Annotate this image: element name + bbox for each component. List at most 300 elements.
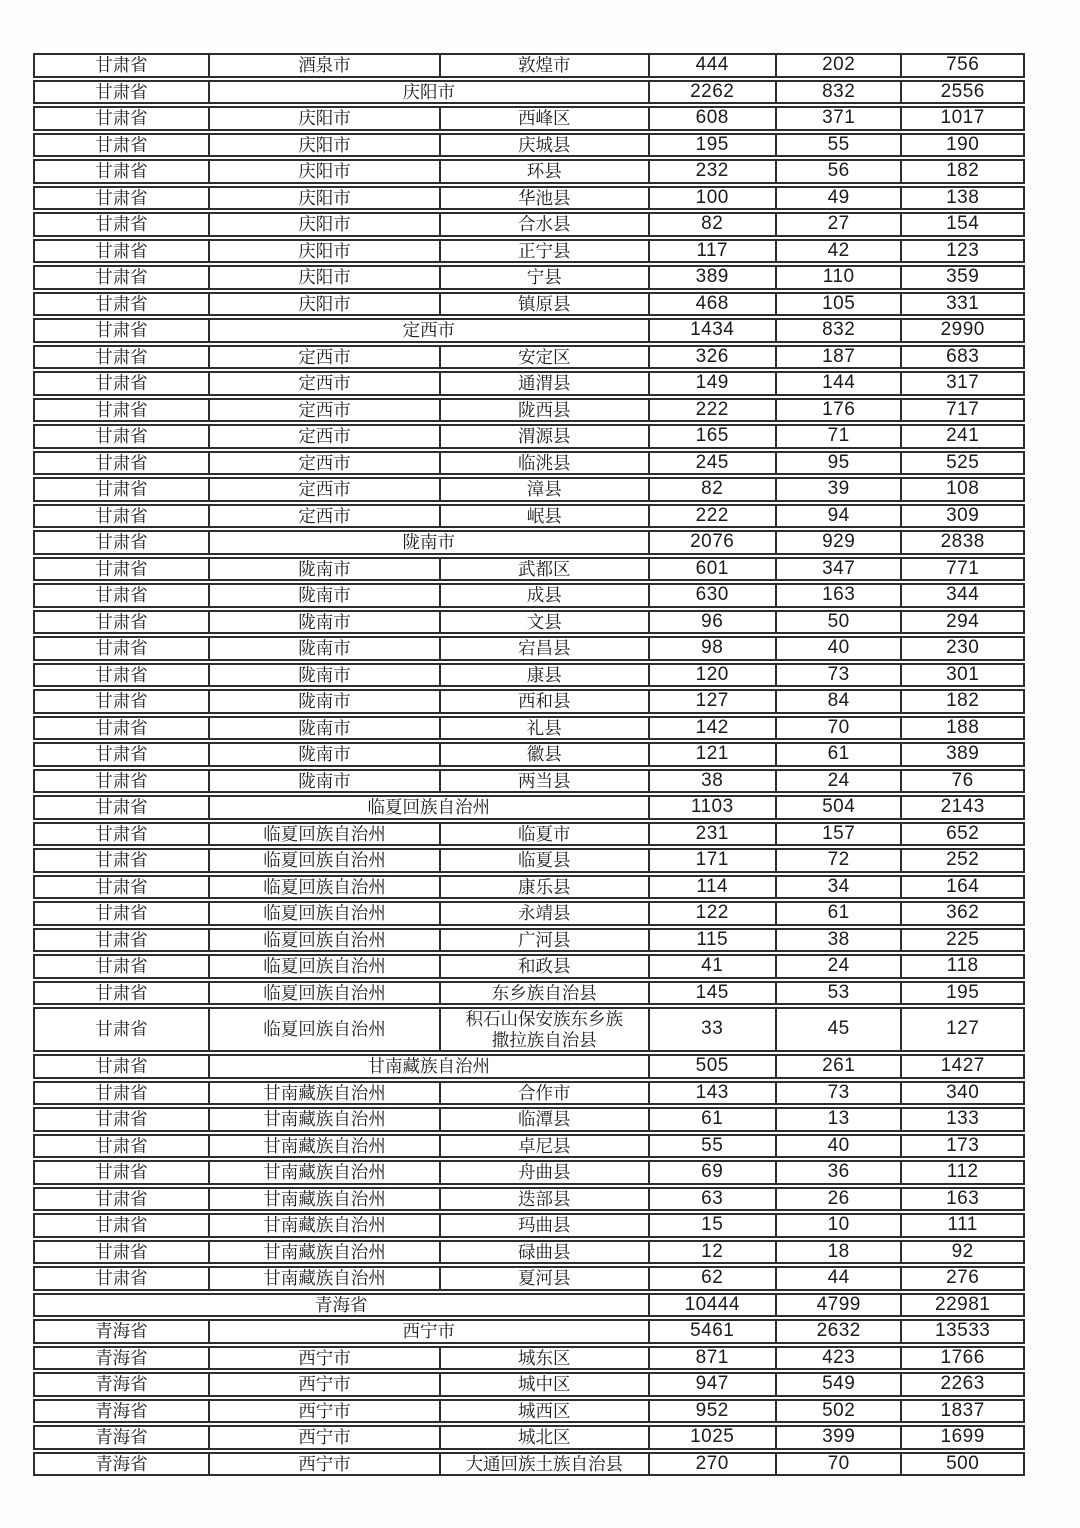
table-row bbox=[33, 424, 1025, 449]
cell-province: 甘肃省 bbox=[35, 347, 210, 368]
cell-county: 临夏县 bbox=[441, 850, 649, 871]
cell-value-3: 2143 bbox=[940, 796, 985, 817]
table-row bbox=[33, 451, 1025, 476]
cell-city: 甘南藏族自治州 bbox=[210, 1189, 441, 1210]
cell-county: 正宁县 bbox=[441, 241, 649, 262]
cell-value-1: 1025 bbox=[650, 1427, 777, 1448]
cell-city: 庆阳市 bbox=[210, 161, 441, 182]
cell-value-1: 63 bbox=[650, 1189, 777, 1210]
cell-value-1: 195 bbox=[650, 135, 777, 156]
cell-value-1: 389 bbox=[650, 267, 777, 288]
cell-province: 甘肃省 bbox=[35, 956, 210, 977]
cell-value-2: 70 bbox=[777, 1454, 902, 1475]
table-row bbox=[33, 1160, 1025, 1185]
table-row bbox=[33, 689, 1025, 714]
cell-province: 青海省 bbox=[35, 1427, 210, 1448]
cell-value-2: 71 bbox=[777, 426, 902, 447]
cell-county: 卓尼县 bbox=[441, 1136, 649, 1157]
cell-value-1: 444 bbox=[650, 55, 777, 76]
cell-city: 定西市 bbox=[210, 479, 441, 500]
cell-value-1: 601 bbox=[650, 559, 777, 580]
cell-city: 西宁市 bbox=[210, 1374, 441, 1395]
table-row bbox=[33, 848, 1025, 873]
cell-city: 庆阳市 bbox=[210, 267, 441, 288]
cell-value-3: 756 bbox=[946, 54, 980, 75]
cell-county: 徽县 bbox=[441, 744, 649, 765]
cell-city: 定西市 bbox=[210, 347, 441, 368]
cell-value-2: 40 bbox=[777, 1136, 902, 1157]
cell-county: 迭部县 bbox=[441, 1189, 649, 1210]
cell-value-2: 72 bbox=[777, 850, 902, 871]
cell-province: 甘肃省 bbox=[35, 82, 210, 103]
table-row bbox=[33, 1213, 1025, 1238]
cell-value-1: 149 bbox=[650, 373, 777, 394]
cell-value-2: 157 bbox=[777, 824, 902, 845]
cell-city: 陇南市 bbox=[210, 585, 441, 606]
cell-value-3: 362 bbox=[946, 902, 980, 923]
cell-value-1: 270 bbox=[650, 1454, 777, 1475]
cell-value-2: 42 bbox=[777, 241, 902, 262]
table-row bbox=[33, 504, 1025, 529]
cell-value-2: 423 bbox=[777, 1348, 902, 1369]
cell-city: 临夏回族自治州 bbox=[210, 1009, 441, 1050]
cell-value-3: 230 bbox=[946, 637, 980, 658]
table-row bbox=[33, 292, 1025, 317]
cell-value-2: 347 bbox=[777, 559, 902, 580]
table-row bbox=[33, 1266, 1025, 1291]
cell-value-3: 22981 bbox=[935, 1293, 991, 1315]
cell-value-3: 344 bbox=[946, 584, 980, 605]
table-row bbox=[33, 159, 1025, 184]
cell-county: 积石山保安族东乡族撒拉族自治县 bbox=[441, 1009, 649, 1050]
cell-county: 文县 bbox=[441, 612, 649, 633]
cell-province: 甘肃省 bbox=[35, 638, 210, 659]
table-row bbox=[33, 742, 1025, 767]
cell-county: 宁县 bbox=[441, 267, 649, 288]
cell-province: 甘肃省 bbox=[35, 108, 210, 129]
cell-city: 甘南藏族自治州 bbox=[210, 1083, 441, 1104]
cell-value-3: 301 bbox=[946, 663, 980, 685]
table-row bbox=[33, 954, 1025, 979]
cell-value-1: 952 bbox=[650, 1401, 777, 1422]
cell-value-3: 13533 bbox=[935, 1320, 991, 1341]
cell-city: 甘南藏族自治州 bbox=[210, 1268, 441, 1289]
cell-value-3: 2990 bbox=[940, 319, 985, 340]
cell-value-2: 176 bbox=[777, 400, 902, 421]
cell-value-1: 61 bbox=[650, 1109, 777, 1130]
cell-county: 城北区 bbox=[441, 1427, 649, 1448]
cell-province: 甘肃省 bbox=[35, 1009, 210, 1050]
cell-city: 陇南市 bbox=[210, 744, 441, 765]
cell-value-3: 717 bbox=[946, 398, 980, 420]
cell-value-1: 96 bbox=[650, 612, 777, 633]
cell-value-2: 105 bbox=[777, 294, 902, 315]
cell-city: 陇南市 bbox=[210, 771, 441, 792]
cell-county: 安定区 bbox=[441, 347, 649, 368]
cell-value-1: 142 bbox=[650, 718, 777, 739]
cell-province: 甘肃省 bbox=[35, 1109, 210, 1130]
table-row bbox=[33, 80, 1025, 105]
cell-value-3: 359 bbox=[946, 266, 980, 287]
cell-county: 武都区 bbox=[441, 559, 649, 580]
cell-province: 甘肃省 bbox=[35, 373, 210, 394]
table-row bbox=[33, 1007, 1025, 1052]
cell-value-1: 33 bbox=[650, 1009, 777, 1050]
cell-value-3: 163 bbox=[946, 1187, 980, 1209]
cell-province: 甘肃省 bbox=[35, 744, 210, 765]
cell-city: 庆阳市 bbox=[210, 294, 441, 315]
cell-value-3: 252 bbox=[946, 849, 980, 870]
table-row bbox=[33, 1452, 1025, 1477]
cell-city: 甘南藏族自治州 bbox=[210, 1242, 441, 1263]
cell-province: 甘肃省 bbox=[35, 1136, 210, 1157]
cell-county: 岷县 bbox=[441, 506, 649, 527]
cell-county: 庆城县 bbox=[441, 135, 649, 156]
table-row bbox=[33, 1346, 1025, 1371]
table-row bbox=[33, 795, 1025, 820]
table-row bbox=[33, 345, 1025, 370]
cell-value-3: 652 bbox=[946, 822, 980, 844]
cell-value-3: 294 bbox=[946, 610, 980, 632]
table-row bbox=[33, 636, 1025, 661]
cell-city: 定西市 bbox=[210, 506, 441, 527]
cell-county: 礼县 bbox=[441, 718, 649, 739]
cell-value-1: 505 bbox=[650, 1056, 777, 1077]
cell-value-3: 1766 bbox=[940, 1346, 985, 1368]
cell-value-3: 340 bbox=[946, 1081, 980, 1103]
table-row bbox=[33, 186, 1025, 211]
table-row bbox=[33, 1134, 1025, 1159]
cell-value-2: 36 bbox=[777, 1162, 902, 1183]
cell-value-2: 502 bbox=[777, 1401, 902, 1422]
province-city-county-statistics-table bbox=[33, 53, 1025, 1478]
cell-city: 庆阳市 bbox=[210, 241, 441, 262]
table-row bbox=[33, 583, 1025, 608]
cell-county: 城西区 bbox=[441, 1401, 649, 1422]
table-row bbox=[33, 1399, 1025, 1424]
cell-city: 定西市 bbox=[210, 426, 441, 447]
cell-province: 甘肃省 bbox=[35, 718, 210, 739]
cell-province: 甘肃省 bbox=[35, 903, 210, 924]
cell-value-2: 24 bbox=[777, 771, 902, 792]
cell-value-2: 110 bbox=[777, 267, 902, 288]
cell-value-1: 122 bbox=[650, 903, 777, 924]
cell-value-2: 504 bbox=[777, 797, 902, 818]
cell-value-2: 53 bbox=[777, 983, 902, 1004]
cell-county: 夏河县 bbox=[441, 1268, 649, 1289]
cell-value-3: 276 bbox=[946, 1267, 980, 1288]
cell-county: 和政县 bbox=[441, 956, 649, 977]
cell-province: 青海省 bbox=[35, 1401, 210, 1422]
cell-value-3: 500 bbox=[946, 1452, 980, 1474]
cell-county: 临潭县 bbox=[441, 1109, 649, 1130]
cell-value-1: 947 bbox=[650, 1374, 777, 1395]
cell-province: 甘肃省 bbox=[35, 824, 210, 845]
cell-value-3: 2838 bbox=[940, 531, 985, 552]
cell-province: 甘肃省 bbox=[35, 426, 210, 447]
cell-province: 甘肃省 bbox=[35, 400, 210, 421]
cell-value-3: 188 bbox=[946, 716, 980, 738]
cell-city: 甘南藏族自治州 bbox=[210, 1162, 441, 1183]
cell-value-1: 38 bbox=[650, 771, 777, 792]
cell-county: 康乐县 bbox=[441, 877, 649, 898]
cell-value-2: 94 bbox=[777, 506, 902, 527]
cell-province: 甘肃省 bbox=[35, 214, 210, 235]
cell-county: 城东区 bbox=[441, 1348, 649, 1369]
cell-value-3: 92 bbox=[951, 1240, 974, 1262]
cell-city: 甘南藏族自治州 bbox=[210, 1109, 441, 1130]
cell-county: 两当县 bbox=[441, 771, 649, 792]
cell-value-3: 138 bbox=[946, 186, 980, 208]
cell-value-1: 1103 bbox=[650, 797, 777, 818]
cell-county: 通渭县 bbox=[441, 373, 649, 394]
cell-county: 镇原县 bbox=[441, 294, 649, 315]
table-row bbox=[33, 239, 1025, 264]
cell-county: 康县 bbox=[441, 665, 649, 686]
cell-province: 甘肃省 bbox=[35, 771, 210, 792]
cell-value-1: 871 bbox=[650, 1348, 777, 1369]
cell-value-3: 771 bbox=[946, 557, 980, 579]
cell-province: 甘肃省 bbox=[35, 612, 210, 633]
cell-city: 酒泉市 bbox=[210, 55, 441, 76]
cell-city: 庆阳市 bbox=[210, 214, 441, 235]
cell-value-2: 24 bbox=[777, 956, 902, 977]
table-row bbox=[33, 875, 1025, 900]
cell-county: 城中区 bbox=[441, 1374, 649, 1395]
cell-county: 大通回族土族自治县 bbox=[441, 1454, 649, 1475]
cell-city: 陇南市 bbox=[210, 718, 441, 739]
cell-city: 定西市 bbox=[210, 400, 441, 421]
cell-value-3: 164 bbox=[946, 875, 980, 897]
cell-city-total: 定西市 bbox=[210, 320, 650, 341]
cell-value-3: 525 bbox=[946, 451, 980, 473]
cell-value-2: 95 bbox=[777, 453, 902, 474]
cell-value-1: 69 bbox=[650, 1162, 777, 1183]
cell-value-1: 117 bbox=[650, 241, 777, 262]
cell-city: 陇南市 bbox=[210, 559, 441, 580]
cell-value-3: 111 bbox=[947, 1214, 978, 1235]
cell-province: 甘肃省 bbox=[35, 161, 210, 182]
cell-city-total: 陇南市 bbox=[210, 532, 650, 553]
cell-value-3: 133 bbox=[946, 1108, 980, 1129]
cell-value-1: 2262 bbox=[650, 82, 777, 103]
cell-value-2: 34 bbox=[777, 877, 902, 898]
cell-value-2: 40 bbox=[777, 638, 902, 659]
table-row bbox=[33, 318, 1025, 343]
cell-value-1: 608 bbox=[650, 108, 777, 129]
cell-value-3: 331 bbox=[946, 292, 980, 314]
cell-city: 庆阳市 bbox=[210, 135, 441, 156]
table-row bbox=[33, 1187, 1025, 1212]
table-row bbox=[33, 610, 1025, 635]
cell-value-2: 10 bbox=[777, 1215, 902, 1236]
cell-value-2: 13 bbox=[777, 1109, 902, 1130]
cell-value-1: 231 bbox=[650, 824, 777, 845]
cell-city: 西宁市 bbox=[210, 1427, 441, 1448]
cell-value-1: 143 bbox=[650, 1083, 777, 1104]
cell-value-3: 76 bbox=[951, 769, 974, 791]
cell-city: 临夏回族自治州 bbox=[210, 983, 441, 1004]
cell-province: 甘肃省 bbox=[35, 585, 210, 606]
cell-value-1: 55 bbox=[650, 1136, 777, 1157]
cell-value-1: 5461 bbox=[650, 1321, 777, 1342]
cell-value-3: 2556 bbox=[940, 80, 985, 102]
cell-value-3: 1017 bbox=[940, 107, 985, 128]
cell-value-2: 70 bbox=[777, 718, 902, 739]
table-row bbox=[33, 106, 1025, 131]
cell-value-1: 2076 bbox=[650, 532, 777, 553]
cell-value-3: 195 bbox=[946, 981, 980, 1003]
table-row bbox=[33, 1240, 1025, 1265]
cell-value-2: 27 bbox=[777, 214, 902, 235]
cell-value-1: 145 bbox=[650, 983, 777, 1004]
cell-county: 舟曲县 bbox=[441, 1162, 649, 1183]
cell-value-1: 165 bbox=[650, 426, 777, 447]
cell-county: 陇西县 bbox=[441, 400, 649, 421]
cell-value-2: 44 bbox=[777, 1268, 902, 1289]
cell-value-2: 73 bbox=[777, 665, 902, 686]
cell-county: 永靖县 bbox=[441, 903, 649, 924]
cell-value-3: 182 bbox=[946, 160, 980, 181]
cell-value-1: 114 bbox=[650, 877, 777, 898]
cell-value-1: 98 bbox=[650, 638, 777, 659]
cell-value-2: 50 bbox=[777, 612, 902, 633]
cell-city: 定西市 bbox=[210, 453, 441, 474]
table-row bbox=[33, 1425, 1025, 1450]
cell-value-2: 929 bbox=[777, 532, 902, 553]
cell-value-3: 1837 bbox=[940, 1399, 985, 1421]
cell-value-2: 144 bbox=[777, 373, 902, 394]
cell-city: 甘南藏族自治州 bbox=[210, 1215, 441, 1236]
table-row bbox=[33, 212, 1025, 237]
cell-value-3: 154 bbox=[946, 213, 980, 234]
cell-city-total: 西宁市 bbox=[210, 1321, 650, 1342]
cell-value-1: 1434 bbox=[650, 320, 777, 341]
cell-county: 临夏市 bbox=[441, 824, 649, 845]
cell-value-3: 389 bbox=[946, 743, 980, 764]
cell-province: 甘肃省 bbox=[35, 320, 210, 341]
cell-province: 甘肃省 bbox=[35, 1083, 210, 1104]
cell-value-3: 112 bbox=[946, 1161, 979, 1182]
cell-value-2: 202 bbox=[777, 55, 902, 76]
cell-county: 玛曲县 bbox=[441, 1215, 649, 1236]
cell-city: 临夏回族自治州 bbox=[210, 930, 441, 951]
cell-county: 漳县 bbox=[441, 479, 649, 500]
cell-province: 甘肃省 bbox=[35, 665, 210, 686]
cell-county: 西峰区 bbox=[441, 108, 649, 129]
cell-value-1: 171 bbox=[650, 850, 777, 871]
cell-value-1: 82 bbox=[650, 479, 777, 500]
cell-province: 甘肃省 bbox=[35, 983, 210, 1004]
cell-value-1: 326 bbox=[650, 347, 777, 368]
cell-value-3: 127 bbox=[946, 1018, 980, 1040]
cell-city: 庆阳市 bbox=[210, 108, 441, 129]
table-row bbox=[33, 769, 1025, 794]
cell-city: 临夏回族自治州 bbox=[210, 824, 441, 845]
cell-value-2: 549 bbox=[777, 1374, 902, 1395]
cell-value-2: 187 bbox=[777, 347, 902, 368]
table-row bbox=[33, 1081, 1025, 1106]
cell-province: 甘肃省 bbox=[35, 506, 210, 527]
cell-value-2: 56 bbox=[777, 161, 902, 182]
table-row bbox=[33, 822, 1025, 847]
cell-value-3: 123 bbox=[946, 239, 980, 261]
cell-county: 东乡族自治县 bbox=[441, 983, 649, 1004]
cell-city-total: 临夏回族自治州 bbox=[210, 797, 650, 818]
cell-province: 甘肃省 bbox=[35, 877, 210, 898]
cell-value-1: 100 bbox=[650, 188, 777, 209]
cell-value-3: 2263 bbox=[940, 1373, 985, 1394]
cell-city: 庆阳市 bbox=[210, 188, 441, 209]
table-row bbox=[33, 265, 1025, 290]
table-row bbox=[33, 398, 1025, 423]
cell-province: 甘肃省 bbox=[35, 850, 210, 871]
cell-value-3: 241 bbox=[946, 425, 980, 446]
cell-province: 甘肃省 bbox=[35, 797, 210, 818]
table-row bbox=[33, 53, 1025, 78]
cell-value-2: 45 bbox=[777, 1009, 902, 1050]
cell-province: 甘肃省 bbox=[35, 453, 210, 474]
cell-value-3: 317 bbox=[946, 372, 980, 393]
table-row bbox=[33, 1319, 1025, 1344]
cell-county: 西和县 bbox=[441, 691, 649, 712]
table-row bbox=[33, 1372, 1025, 1397]
cell-value-3: 173 bbox=[946, 1134, 980, 1156]
cell-value-2: 84 bbox=[777, 691, 902, 712]
cell-value-1: 62 bbox=[650, 1268, 777, 1289]
cell-province: 甘肃省 bbox=[35, 294, 210, 315]
cell-value-1: 82 bbox=[650, 214, 777, 235]
cell-province: 甘肃省 bbox=[35, 479, 210, 500]
table-row bbox=[33, 901, 1025, 926]
cell-county: 合水县 bbox=[441, 214, 649, 235]
cell-value-1: 41 bbox=[650, 956, 777, 977]
cell-value-1: 222 bbox=[650, 400, 777, 421]
table-row bbox=[33, 530, 1025, 555]
cell-county: 广河县 bbox=[441, 930, 649, 951]
cell-value-1: 115 bbox=[650, 930, 777, 951]
cell-province: 甘肃省 bbox=[35, 559, 210, 580]
cell-city: 陇南市 bbox=[210, 638, 441, 659]
cell-value-3: 683 bbox=[946, 345, 980, 367]
cell-province-total: 青海省 bbox=[35, 1295, 650, 1316]
cell-province: 青海省 bbox=[35, 1454, 210, 1475]
cell-province: 甘肃省 bbox=[35, 135, 210, 156]
cell-province: 甘肃省 bbox=[35, 1242, 210, 1263]
cell-value-3: 1427 bbox=[940, 1055, 985, 1076]
cell-value-2: 61 bbox=[777, 903, 902, 924]
cell-city: 临夏回族自治州 bbox=[210, 850, 441, 871]
table-row bbox=[33, 1107, 1025, 1132]
cell-county: 成县 bbox=[441, 585, 649, 606]
cell-county: 碌曲县 bbox=[441, 1242, 649, 1263]
cell-province: 甘肃省 bbox=[35, 55, 210, 76]
table-row bbox=[33, 133, 1025, 158]
cell-city: 临夏回族自治州 bbox=[210, 956, 441, 977]
cell-value-1: 630 bbox=[650, 585, 777, 606]
table-row bbox=[33, 928, 1025, 953]
cell-value-1: 15 bbox=[650, 1215, 777, 1236]
cell-province: 青海省 bbox=[35, 1374, 210, 1395]
cell-province: 甘肃省 bbox=[35, 1215, 210, 1236]
cell-value-3: 309 bbox=[946, 504, 980, 526]
cell-value-2: 832 bbox=[777, 82, 902, 103]
cell-city: 西宁市 bbox=[210, 1401, 441, 1422]
cell-county: 合作市 bbox=[441, 1083, 649, 1104]
cell-city-total: 甘南藏族自治州 bbox=[210, 1056, 650, 1077]
cell-value-1: 121 bbox=[650, 744, 777, 765]
cell-value-2: 371 bbox=[777, 108, 902, 129]
